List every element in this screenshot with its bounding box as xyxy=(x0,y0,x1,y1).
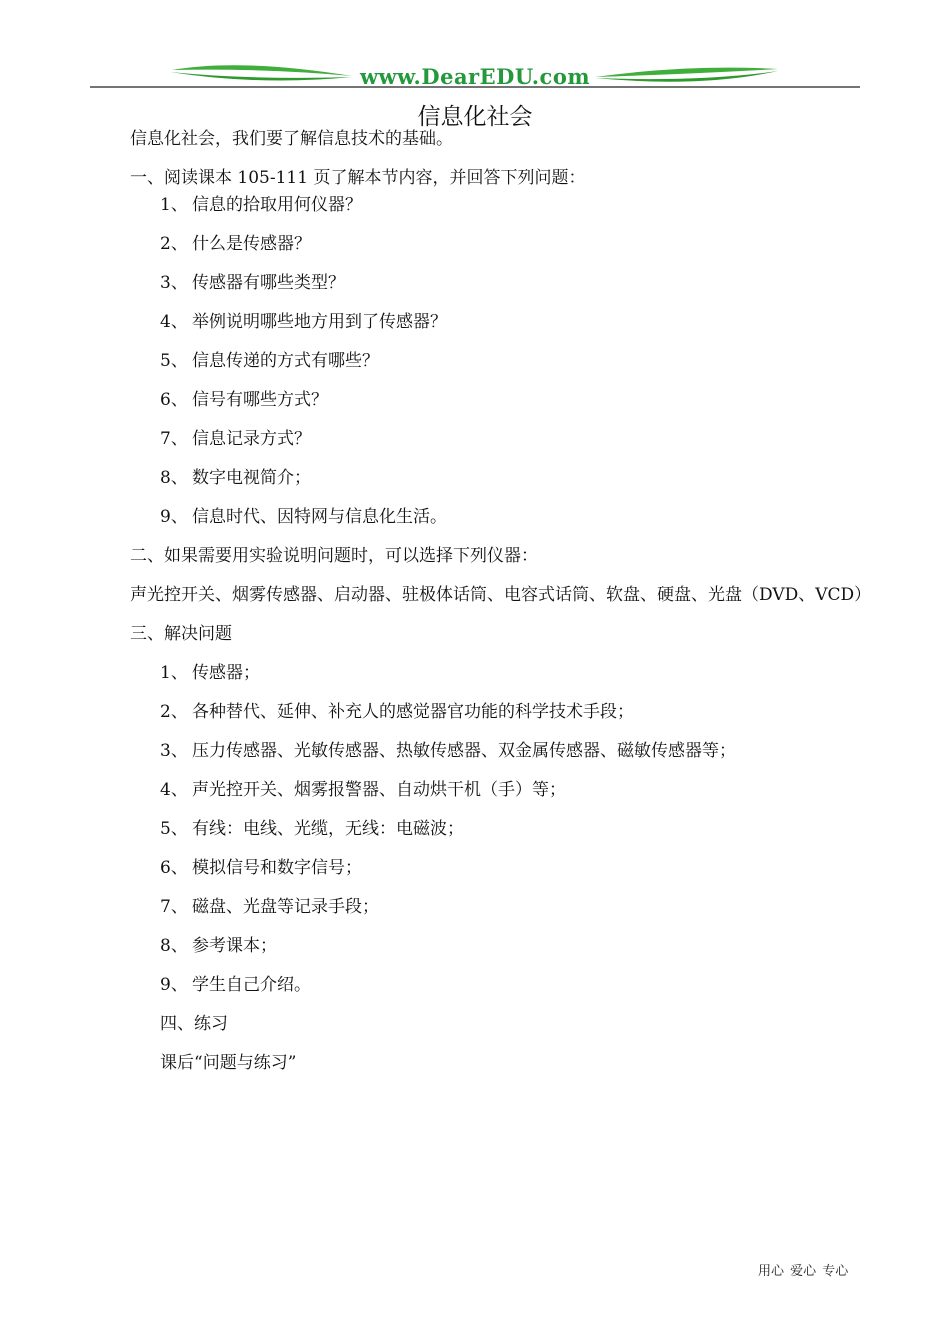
list-item xyxy=(160,506,447,528)
list-item xyxy=(160,857,362,879)
list-item xyxy=(160,467,311,489)
item-text: 模拟信号和数字信号； xyxy=(192,858,362,878)
item-number: 9、 xyxy=(160,975,188,995)
item-text: 信息时代、因特网与信息化生活。 xyxy=(192,507,447,527)
intro-text: 信息化社会，我们要了解信息技术的基础。 xyxy=(130,129,453,149)
item-text: 磁盘、光盘等记录手段； xyxy=(192,897,379,917)
list-item xyxy=(160,740,736,762)
item-number: 8、 xyxy=(160,936,188,956)
list-item xyxy=(160,935,277,957)
item-number: 1、 xyxy=(160,195,188,215)
item-number: 4、 xyxy=(160,312,188,332)
page-title: 信息化社会 xyxy=(417,104,533,130)
item-text: 信号有哪些方式？ xyxy=(192,390,328,410)
list-item xyxy=(160,350,379,372)
item-text: 各种替代、延伸、补充人的感觉器官功能的科学技术手段； xyxy=(192,702,634,722)
item-number: 6、 xyxy=(160,390,188,410)
item-text: 数字电视简介； xyxy=(192,468,311,488)
list-item xyxy=(160,818,464,840)
section4-body: 课后“问题与练习” xyxy=(160,1053,297,1073)
list-item xyxy=(160,194,362,216)
item-text: 信息记录方式？ xyxy=(192,429,311,449)
item-number: 2、 xyxy=(160,702,188,722)
item-number: 7、 xyxy=(160,897,188,917)
item-text: 传感器； xyxy=(192,663,260,683)
item-text: 信息的拾取用何仪器？ xyxy=(192,195,362,215)
item-number: 8、 xyxy=(160,468,188,488)
item-text: 传感器有哪些类型？ xyxy=(192,273,345,293)
site-header xyxy=(90,60,860,90)
item-text: 信息传递的方式有哪些？ xyxy=(192,351,379,371)
item-number: 4、 xyxy=(160,780,188,800)
list-item xyxy=(160,428,311,450)
item-text: 声光控开关、烟雾报警器、自动烘干机（手）等； xyxy=(192,780,566,800)
item-number: 6、 xyxy=(160,858,188,878)
item-text: 什么是传感器？ xyxy=(192,234,311,254)
list-item xyxy=(160,896,379,918)
list-item xyxy=(160,311,447,333)
item-number: 5、 xyxy=(160,351,188,371)
section1-heading: 一、阅读课本 105-111 页了解本节内容，并回答下列问题： xyxy=(130,168,586,188)
list-item xyxy=(160,974,311,996)
list-item xyxy=(160,662,260,684)
item-text: 举例说明哪些地方用到了传感器？ xyxy=(192,312,447,332)
item-number: 3、 xyxy=(160,741,188,761)
section4-heading: 四、练习 xyxy=(160,1014,228,1034)
item-text: 参考课本； xyxy=(192,936,277,956)
site-url: www.DearEDU.com xyxy=(359,64,591,89)
list-item xyxy=(160,701,634,723)
item-number: 3、 xyxy=(160,273,188,293)
section2-heading: 二、如果需要用实验说明问题时，可以选择下列仪器： xyxy=(130,546,538,566)
list-item xyxy=(160,389,328,411)
item-text: 有线：电线、光缆，无线：电磁波； xyxy=(192,819,464,839)
item-number: 9、 xyxy=(160,507,188,527)
item-number: 1、 xyxy=(160,663,188,683)
item-text: 压力传感器、光敏传感器、热敏传感器、双金属传感器、磁敏传感器等； xyxy=(192,741,736,761)
list-item xyxy=(160,779,566,801)
list-item xyxy=(160,272,345,294)
item-number: 7、 xyxy=(160,429,188,449)
section2-body: 声光控开关、烟雾传感器、启动器、驻极体话筒、电容式话筒、软盘、硬盘、光盘（DVD、VCD） xyxy=(130,585,872,605)
item-text: 学生自己介绍。 xyxy=(192,975,311,995)
section3-heading: 三、解决问题 xyxy=(130,624,232,644)
item-number: 5、 xyxy=(160,819,188,839)
page-footer: 用心 爱心 专心 xyxy=(758,1264,849,1279)
item-number: 2、 xyxy=(160,234,188,254)
list-item xyxy=(160,233,311,255)
